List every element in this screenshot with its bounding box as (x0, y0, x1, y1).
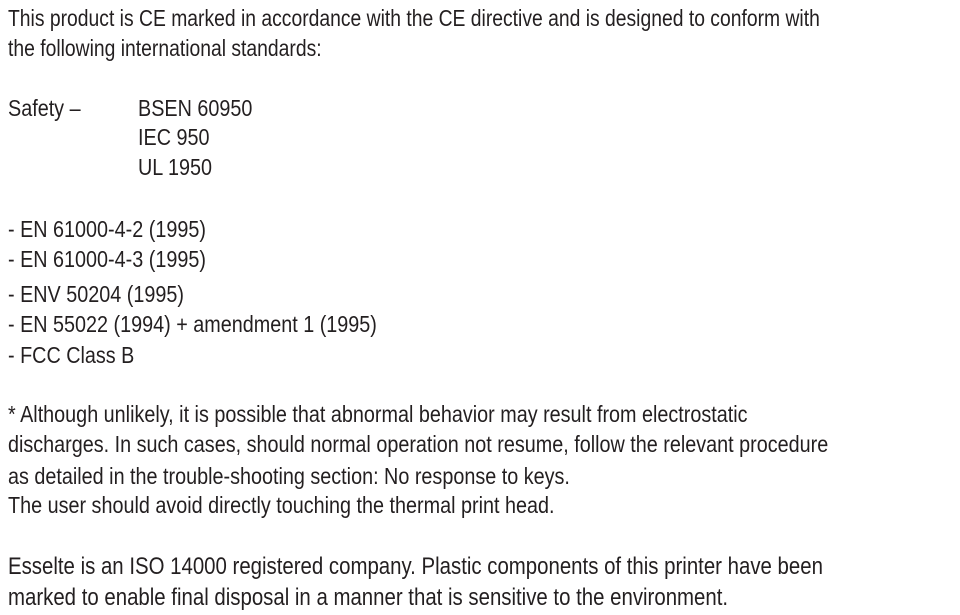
intro-line-1: This product is CE marked in accordance with the CE directive and is designed to conform with (8, 5, 820, 31)
compliance-page (8, 0, 958, 615)
esd-note-line-2: discharges. In such cases, should normal operation not resume, follow the relevant procedure (8, 431, 829, 457)
esd-note-line-3: as detailed in the trouble-shooting section: No response to keys. (8, 463, 570, 489)
intro-line-2: the following international standards: (8, 35, 322, 61)
emc-standard-fcc-class-b: - FCC Class B (8, 342, 135, 368)
print-head-warning: The user should avoid directly touching the thermal print head. (8, 492, 555, 518)
emc-standard-en-61000-4-2: - EN 61000-4-2 (1995) (8, 216, 206, 242)
safety-standard-bsen-60950: BSEN 60950 (138, 95, 253, 121)
emc-standard-en-55022: - EN 55022 (1994) + amendment 1 (1995) (8, 311, 377, 337)
emc-standard-env-50204: - ENV 50204 (1995) (8, 281, 184, 307)
safety-standard-iec-950: IEC 950 (138, 124, 210, 150)
environment-statement-line-1: Esselte is an ISO 14000 registered company. Plastic components of this printer have been (8, 553, 823, 580)
safety-standard-ul-1950: UL 1950 (138, 154, 213, 180)
environment-statement-line-2: marked to enable final disposal in a manner that is sensitive to the environment. (8, 584, 729, 611)
emc-standard-en-61000-4-3: - EN 61000-4-3 (1995) (8, 246, 206, 272)
safety-label: Safety – (8, 95, 81, 121)
esd-note-line-1: * Although unlikely, it is possible that abnormal behavior may result from electrostatic (8, 401, 748, 427)
